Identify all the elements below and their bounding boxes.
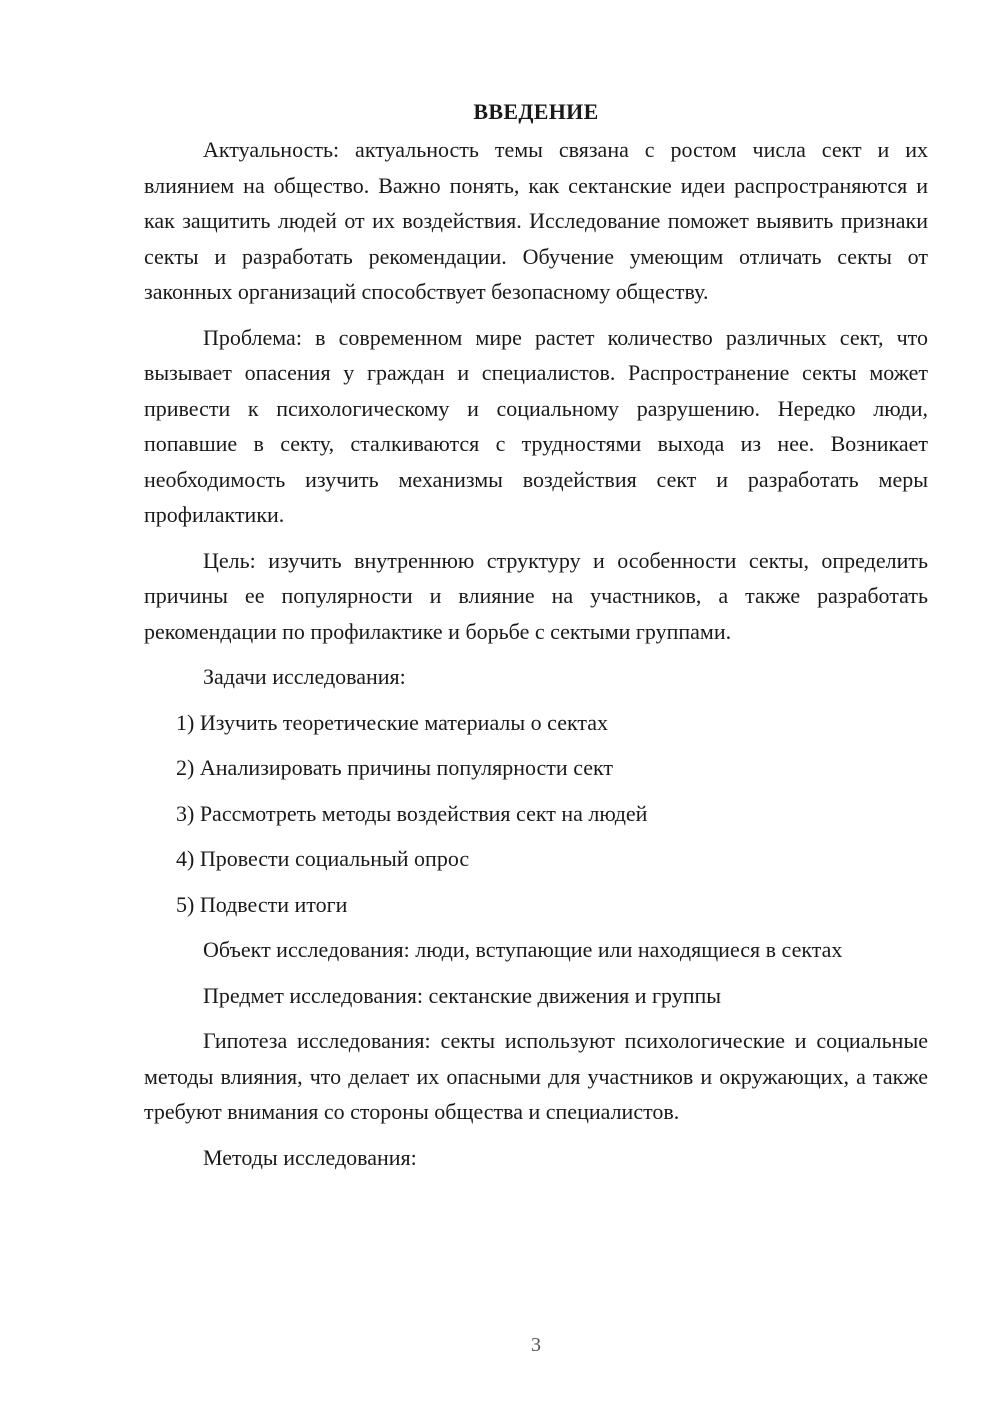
task-item-1: 1) Изучить теоретические материалы о сектах — [176, 709, 609, 735]
task-item-3: 3) Рассмотреть методы воздействия сект на людей — [176, 800, 648, 826]
task-item-4: 4) Провести социальный опрос — [176, 846, 470, 871]
object-line: Объект исследования: люди, вступающие или находящиеся в сектах — [203, 937, 843, 962]
methods-heading: Методы исследования: — [203, 1144, 417, 1170]
task-item-2: 2) Анализировать причины популярности сект — [176, 755, 614, 780]
tasks-heading: Задачи исследования: — [203, 664, 406, 689]
tasks-list — [144, 705, 928, 923]
problem-paragraph: Проблема: в современном мире растет количество различных сект, что вызывает опасения у граждан и специалистов. Распространение секты может привести к психологическому и социальному разрушению. Нередко люди, попавшие в секту, сталкиваются с трудностями выхода из нее. Возникает необходимость изучить механизмы воздействия сект и разработать меры профилактики. — [144, 324, 928, 527]
document-page — [144, 96, 928, 1185]
page-number: 3 — [531, 1334, 541, 1356]
task-item-5: 5) Подвести итоги — [176, 891, 348, 917]
goal-paragraph: Цель: изучить внутреннюю структуру и особенности секты, определить причины ее популярности и влияние на участников, а также разработать рекомендации по профилактике и борьбе с сектыми группами. — [144, 547, 928, 644]
subject-line: Предмет исследования: сектанские движения и группы — [203, 982, 722, 1008]
hypothesis-paragraph: Гипотеза исследования: секты используют психологические и социальные методы влияния, что делает их опасными для участников и окружающих, а также требуют внимания со стороны общества и специалистов. — [144, 1028, 928, 1124]
section-title: ВВЕДЕНИЕ — [473, 99, 599, 124]
relevance-paragraph: Актуальность: актуальность темы связана с ростом числа сект и их влиянием на общество. Важно понять, как сектанские идеи распространяются и как защитить людей от их воздействия. Исследование поможет выявить признаки секты и разработать рекомендации. Обучение умеющим отличать секты от законных организаций способствует безопасному обществу. — [144, 137, 928, 304]
